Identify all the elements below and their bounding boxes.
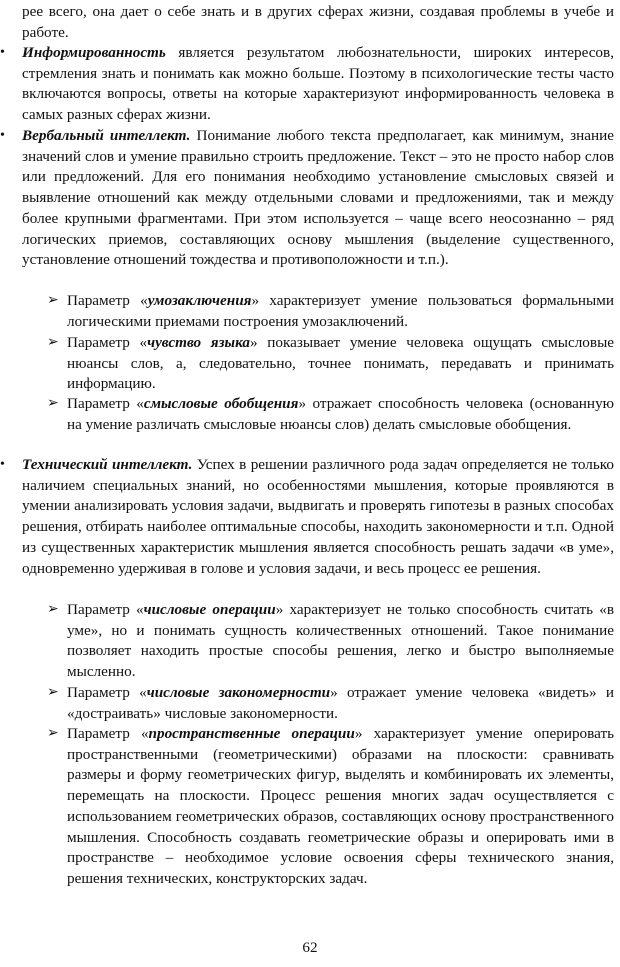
text-verbal: Понимание любого текста предполагает, как минимум, знание значений слов и умение правильно строить предложение. Текст – это не просто набор слов или предложений. Для его понимания необходимо установление смысловых связей и выявление отношений как между отдельными словами и предложениями, так и между более крупными фрагментами. При этом используется – чаще всего неосознанно – ряд логических приемов, составляющих основу мышления (выделение существенного, установление отношений тождества и противоположности и т.п.). (22, 127, 615, 269)
arrow-smyslovye-obobshcheniya: ➢ (47, 396, 59, 411)
arrow-chuvstvo-yazyka: ➢ (47, 335, 59, 350)
text-technical: Успех в решении различного рода задач определяется не только наличием специальных знаний, но особенностями мышления, которые проявляются в умении анализировать условия задачи, выдвигать и проверять гипотезы в разных способах решения, отбирать наиболее оптимальные способы, находить закономерности и т.п. Одной из существенных характеристик мышления является способность решать задачи «в уме», одновременно удерживая в голове и условия задачи, и весь процесс ее решения. (22, 456, 615, 577)
arrow-chislovye-operacii: ➢ (47, 602, 59, 617)
intro-text: рее всего, она дает о себе знать и в других сферах жизни, создавая проблемы в учебе и работе. (22, 3, 614, 41)
param-prostranstvennye-operacii (67, 724, 614, 890)
paragraph-verbal (22, 126, 614, 271)
param-desc: » показывает умение человека ощущать смысловые нюансы слов, а, следовательно, точнее понимать, передавать и принимать информацию. (67, 334, 615, 393)
term-technical: Технический интеллект. (22, 456, 193, 473)
param-prefix: Параметр « (67, 684, 147, 701)
param-term-prostranstvennye-operacii: пространственные операции (148, 725, 355, 742)
arrow-chislovye-zakonomernosti: ➢ (47, 685, 59, 700)
param-desc: » отражает умение человека «видеть» и «достраивать» числовые закономерности. (67, 684, 614, 722)
param-term-chislovye-operacii: числовые операции (143, 601, 276, 618)
paragraph-technical (22, 455, 614, 579)
param-prefix: Параметр « (67, 334, 148, 351)
param-term-smyslovye-obobshcheniya: смысловые обобщения (143, 395, 299, 412)
param-chuvstvo-yazyka (67, 333, 614, 395)
bullet-verbal: • (0, 128, 5, 143)
term-informirovannost: Информированность (22, 44, 166, 61)
param-prefix: Параметр « (67, 601, 144, 618)
param-chislovye-zakonomernosti (67, 683, 614, 724)
param-term-umozaklyucheniya: умозаключения (147, 292, 252, 309)
param-desc: » характеризует умение оперировать пространственными (геометрическими) образами на плоскости: сравнивать размеры и форму геометрических фигур, выделять и комбинировать их элементы, перемещать на плоскости. Процесс решения многих задач осуществляется с использованием геометрических образов, составляющих основу пространственного мышления. Способность создавать геометрические образы и оперировать ими в пространстве – необходимое условие освоения сферы технического знания, решения технических, конструкторских задач. (67, 725, 615, 887)
param-prefix: Параметр « (67, 395, 144, 412)
bullet-informirovannost: • (0, 45, 5, 60)
arrow-prostranstvennye-operacii: ➢ (47, 726, 59, 741)
param-term-chislovye-zakonomernosti: числовые закономерности (146, 684, 331, 701)
param-desc: » характеризует умение пользоваться формальными логическими приемами построения умозаключений. (67, 292, 614, 330)
arrow-umozaklyucheniya: ➢ (47, 293, 59, 308)
param-prefix: Параметр « (67, 725, 149, 742)
param-desc: » характеризует не только способность считать «в уме», но и понимать сущность количественных отношений. Такое понимание позволяет находить простые способы решения, легко и быстро выполняемые мысленно. (67, 601, 614, 681)
intro-paragraph (22, 2, 614, 43)
param-umozaklyucheniya (67, 291, 614, 332)
param-chislovye-operacii (67, 600, 614, 683)
bullet-technical: • (0, 457, 5, 472)
term-verbal: Вербальный интеллект. (22, 127, 191, 144)
paragraph-informirovannost (22, 43, 614, 126)
param-term-chuvstvo-yazyka: чувство языка (147, 334, 251, 351)
page-number: 62 (302, 939, 318, 956)
text-informirovannost: является результатом любознательности, широких интересов, стремления знать и понимать как можно больше. Поэтому в психологические тесты часто включаются вопросы, ответы на которые характеризуют информированность человека в самых разных сферах жизни. (22, 44, 614, 124)
param-smyslovye-obobshcheniya (67, 394, 614, 435)
param-prefix: Параметр « (67, 292, 148, 309)
param-desc: » отражает способность человека (основанную на умение различать смысловые нюансы слов) делать смысловые обобщения. (67, 395, 615, 433)
